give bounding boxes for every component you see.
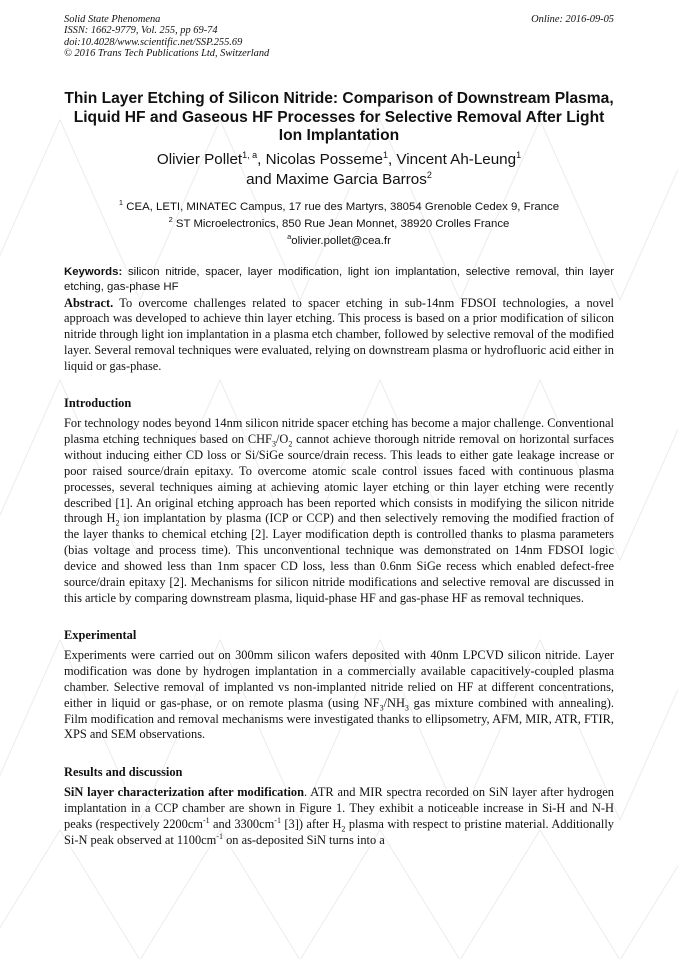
keywords bbox=[64, 265, 614, 296]
affiliations bbox=[64, 199, 614, 250]
author-affiliation-mark: 1 bbox=[516, 149, 522, 160]
abstract-text: To overcome challenges related to spacer etching in sub-14nm FDSOI technologies, a novel approach was developed to achieve thin layer etching. This process is based on a prior modification of silicon nitride through light ion implantation in a plasma etch chamber, followed by selective removal of the modified layer. Several removal techniques were evaluated, relying on downstream plasma or hydrofluoric acid either in liquid or gas-phase. bbox=[64, 295, 614, 374]
keywords-label: Keywords: bbox=[64, 265, 123, 278]
results-lead: SiN layer characterization after modification bbox=[64, 785, 304, 800]
section-heading-experimental: Experimental bbox=[64, 627, 137, 642]
journal-issn: ISSN: 1662-9779, Vol. 255, pp 69-74 bbox=[64, 25, 218, 37]
author-affiliation-mark: 1, a bbox=[242, 149, 258, 160]
journal-name: Solid State Phenomena bbox=[64, 14, 161, 25]
experimental-paragraph: Experiments were carried out on 300mm silicon wafers deposited with 40nm LPCVD silicon nitride. Layer modification was done by hydrogen implantation in a commercially available capacitively-coupled plasma chamber. Selective removal of implanted vs non-implanted nitride relied on HF at different concentrations, either in liquid or gas-phase, or on remote plasma (using $NF_3/NH_3$ gas mixture combined with annealing). Film modification and removal mechanisms were investigated thanks to ellipsometry, AFM, MIR, ATR, FTIR, XPS and SEM observations. bbox=[64, 647, 614, 742]
abstract-label: Abstract. bbox=[64, 295, 114, 310]
author-name: Nicolas Posseme bbox=[265, 150, 383, 168]
corresponding-email[interactable]: $^a$olivier.pollet@cea.fr bbox=[287, 231, 391, 247]
journal-copyright: © 2016 Trans Tech Publications Ltd, Switzerland bbox=[64, 47, 270, 59]
author-name: Olivier Pollet bbox=[156, 150, 243, 168]
results-paragraph: SiN layer characterization after modification. ATR and MIR spectra recorded on SiN layer after hydrogen implantation in a CCP chamber are shown in Figure 1. They exhibit a noticeable increase in Si-H and N-H peaks (respectively $2200cm^{-1}$ and $3300cm^{-1}$ [3]) after $H_2$ plasma with respect to pristine material. Additionally Si-N peak observed at $1100cm^{-1}$ on as-deposited SiN turns into a bbox=[64, 785, 614, 848]
section-heading-introduction: Introduction bbox=[64, 396, 132, 411]
paper-body bbox=[64, 90, 614, 849]
author-affiliation-mark: 1 bbox=[382, 149, 388, 160]
section-heading-results: Results and discussion bbox=[64, 765, 183, 780]
affiliation-1: $^1$ CEA, LETI, MINATEC Campus, 17 rue des Martyrs, 38054 Grenoble Cedex 9, France bbox=[118, 197, 560, 213]
introduction-paragraph: For technology nodes beyond 14nm silicon nitride spacer etching has become a major challenge. Conventional plasma etching techniques based on $CHF_3/O_2$ cannot achieve thorough nitride removal on horizontal surfaces without inducing either CD loss or Si/SiGe source/drain recess. This leads to either gate leakage increase or poor raised source/drain epitaxy. To overcome atomic scale control issues faced with continuous plasma processes, several techniques aiming at achieving atomic layer etching or thin layer etching were recently described [1]. An original etching approach has been reported which consists in modifying the silicon nitride through $H_2$ ion implantation by plasma (ICP or CCP) and then selectively removing the modified fraction of the layer thanks to chemical etching [2]. Layer modification depth is controlled thanks to plasma parameters (bias voltage and process time). This unconventional technique was demonstrated on 14nm FDSOI logic device and showed less than 1nm spacer CD loss, less than 0.6nm SiGe recess which enabled defect-free source/drain epitaxy [2]. Mechanisms for silicon nitride modifications and selective removal are discussed in this article by comparing downstream plasma, liquid-phase HF and gas-phase HF as removal techniques. bbox=[64, 416, 615, 605]
affiliation-2: $^2$ ST Microelectronics, 850 Rue Jean Monnet, 38920 Crolles France bbox=[168, 214, 510, 230]
author-list: Olivier Pollet$^{1, a}$, Nicolas Posseme$^1$, Vincent Ah-Leung$^1$ and Maxime Garcia Barros$^2$ bbox=[156, 149, 522, 188]
journal-header bbox=[64, 14, 269, 59]
author-affiliation-mark: 2 bbox=[426, 169, 432, 180]
keywords-text: silicon nitride, spacer, layer modification, light ion implantation, selective removal, thin layer etching, gas-phase HF bbox=[64, 265, 614, 293]
online-date: Online: 2016-09-05 bbox=[531, 14, 614, 25]
paper-title: Thin Layer Etching of Silicon Nitride: Comparison of Downstream Plasma, Liquid HF and Gaseous HF Processes for Selective Removal After Light Ion Implantation bbox=[64, 90, 614, 144]
author-name: Vincent Ah-Leung bbox=[396, 150, 517, 168]
journal-doi: doi:10.4028/www.scientific.net/SSP.255.69 bbox=[64, 36, 243, 48]
author-name: and Maxime Garcia Barros bbox=[246, 170, 427, 188]
abstract bbox=[64, 296, 614, 376]
